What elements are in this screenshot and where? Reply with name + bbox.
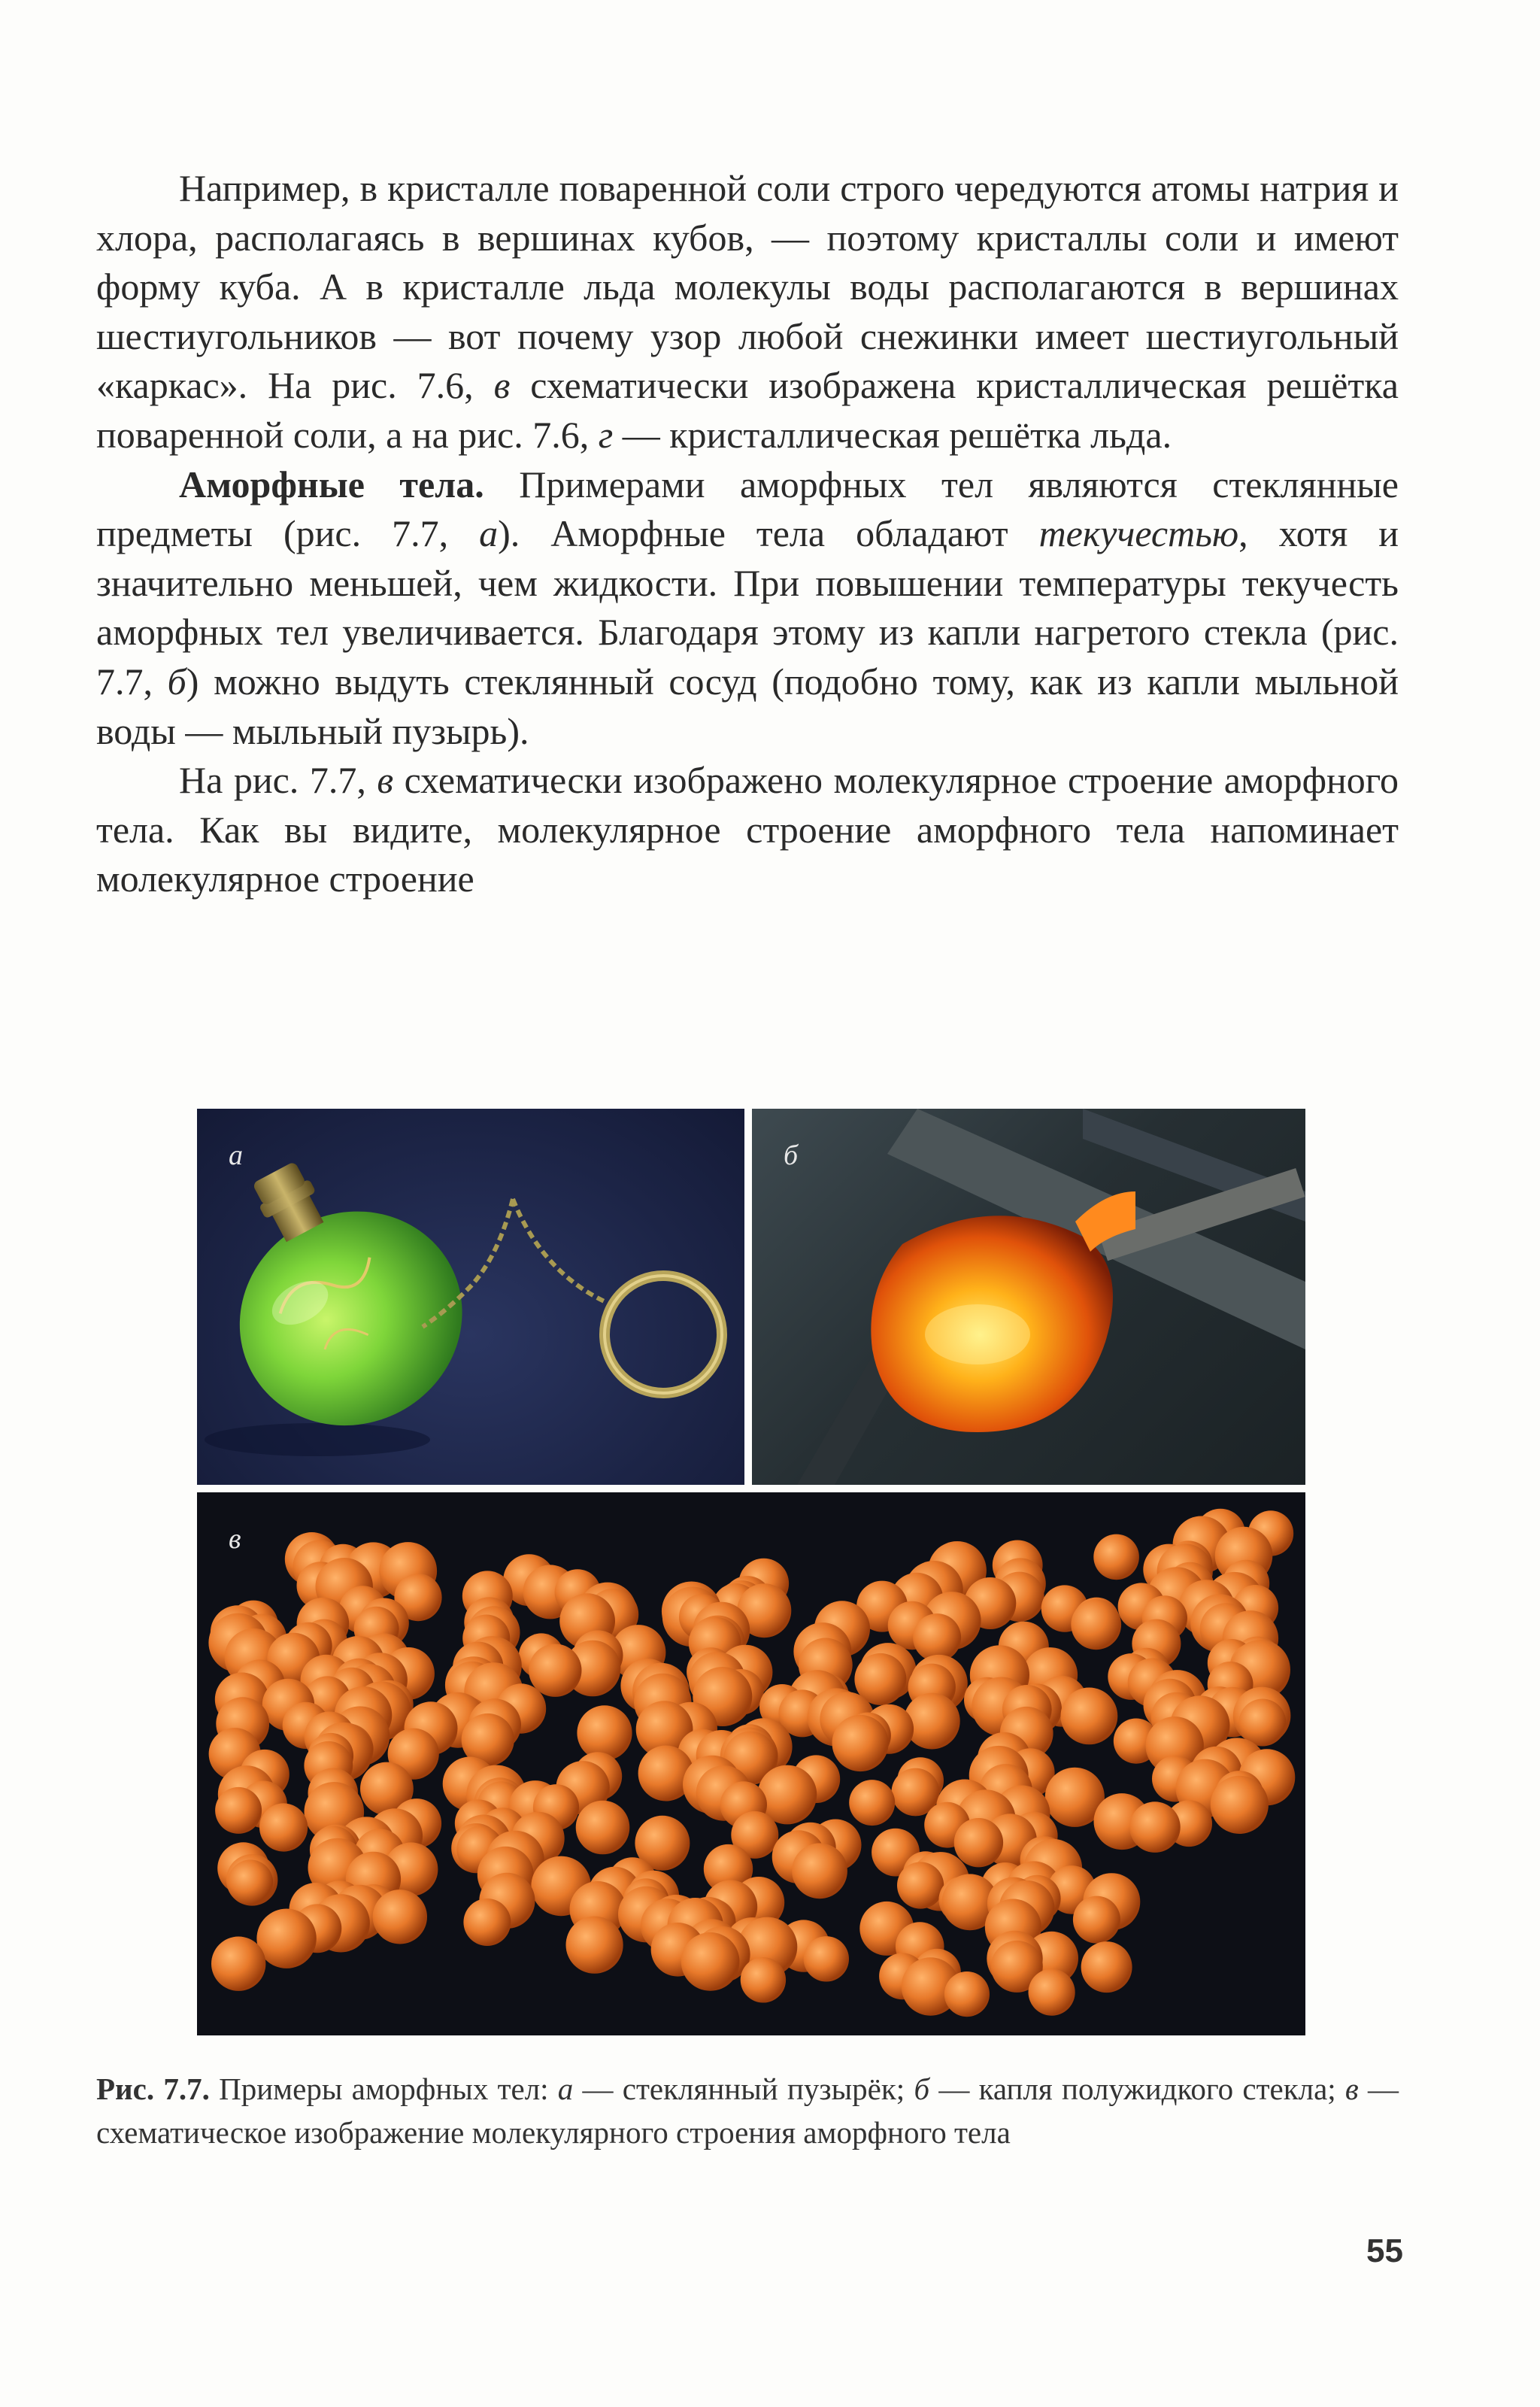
italic-text: текучестью [1038,512,1239,555]
molecule-sphere [1093,1534,1139,1580]
paragraph [96,164,1399,460]
molecule-sphere [849,1780,895,1826]
italic-text: б [167,660,186,703]
text-run: — стеклянный пузырёк; [573,2072,914,2106]
text-run: Примерами аморфных тел являются стеклянные предметы (рис. 7.7, [96,463,1399,555]
molecule-sphere [1238,1699,1286,1747]
italic-text: в [493,364,511,407]
text-run: — схематическое изображение молекулярного строения аморфного тела [96,2072,1399,2150]
molecule-sphere [913,1613,961,1662]
molten-glass-illustration [752,1109,1305,1485]
bold-text: Аморфные тела. [179,463,484,505]
molecule-sphere [681,1932,740,1991]
figure-7-7 [197,1109,1305,2035]
panel-label-b: б [784,1140,799,1171]
molecule-sphere [373,1889,427,1944]
molecule-sphere [215,1787,262,1834]
molecule-sphere [1061,1688,1118,1745]
molecule-sphere [566,1917,623,1974]
italic-text: в [377,759,394,802]
molecule-sphere [832,1715,889,1771]
molecule-sphere [576,1801,630,1855]
italic-text: а [479,512,499,555]
text-run: ). Аморфные тела обладают [498,512,1039,555]
molecule-sphere [741,1957,786,2002]
molecule-sphere [897,1862,944,1908]
italic-text: а [557,2072,574,2106]
molecule-sphere [1071,1599,1121,1650]
molecule-sphere [804,1936,849,1981]
molecule-sphere [944,1971,990,2017]
paragraph [96,756,1399,904]
panel-label-c: в [229,1523,241,1555]
body-text [96,164,1399,904]
text-run: — капля полужидкого стекла; [929,2072,1345,2106]
text-run: схематически изображена кристаллическая решётка поваренной соли, а на рис. 7.6, [96,364,1399,456]
molecule-sphere [529,1644,581,1697]
molecule-sphere [577,1705,632,1760]
amorphous-spheres [197,1492,1305,2035]
text-run: , хотя и значительно меньшей, чем жидкости. При повышении температуры текучесть аморфных тел увеличивается. Благодаря этому из капли нагретого стекла (рис. 7.7, [96,512,1399,703]
molecule-sphere [228,1859,273,1905]
molecule-sphere [1211,1776,1269,1834]
molecule-sphere [792,1843,847,1899]
molecule-sphere [1073,1896,1120,1944]
glass-bottle-illustration [197,1109,744,1485]
photo-molten-glass [752,1109,1305,1485]
text-run: На рис. 7.7, [179,759,377,802]
italic-text: г [598,413,614,456]
molecule-sphere [211,1937,265,1991]
molecule-sphere [1081,1941,1132,1993]
molecule-sphere [256,1909,316,1968]
molecule-sphere [463,1899,511,1946]
molecule-sphere [1129,1801,1181,1853]
figure-caption [96,2067,1399,2154]
panel-label-a: а [229,1140,243,1171]
bold-text: Рис. 7.7. [96,2072,210,2106]
paragraph [96,460,1399,757]
italic-text: в [1344,2072,1359,2106]
page-number: 55 [1366,2232,1403,2269]
text-run: Примеры аморфных тел: [209,2072,558,2106]
molecule-sphere [259,1803,308,1851]
text-run: Например, в кристалле поваренной соли строго чередуются атомы натрия и хлора, располагаясь в вершинах кубов, — поэтому кристаллы соли и имеют форму куба. А в кристалле льда молекулы воды располагаются в вершинах шестиугольников — вот почему узор любой снежинки имеет шестиугольный «каркас». На рис. 7.6, [96,167,1399,407]
italic-text: б [914,2072,930,2106]
text-run: — кристаллическая решётка льда. [613,413,1172,456]
text-run: ) можно выдуть стеклянный сосуд (подобно тому, как из капли мыльной воды — мыльный пузырь). [96,660,1399,752]
text-run: схематически изображено молекулярное строение аморфного тела. Как вы видите, молекулярное строение аморфного тела напоминает молекулярное строение [96,759,1399,900]
molecular-structure-illustration [197,1492,1305,2035]
photo-glass-bottle [197,1109,744,1485]
molecule-sphere [1029,1969,1075,2016]
molecule-sphere [954,1818,1003,1867]
